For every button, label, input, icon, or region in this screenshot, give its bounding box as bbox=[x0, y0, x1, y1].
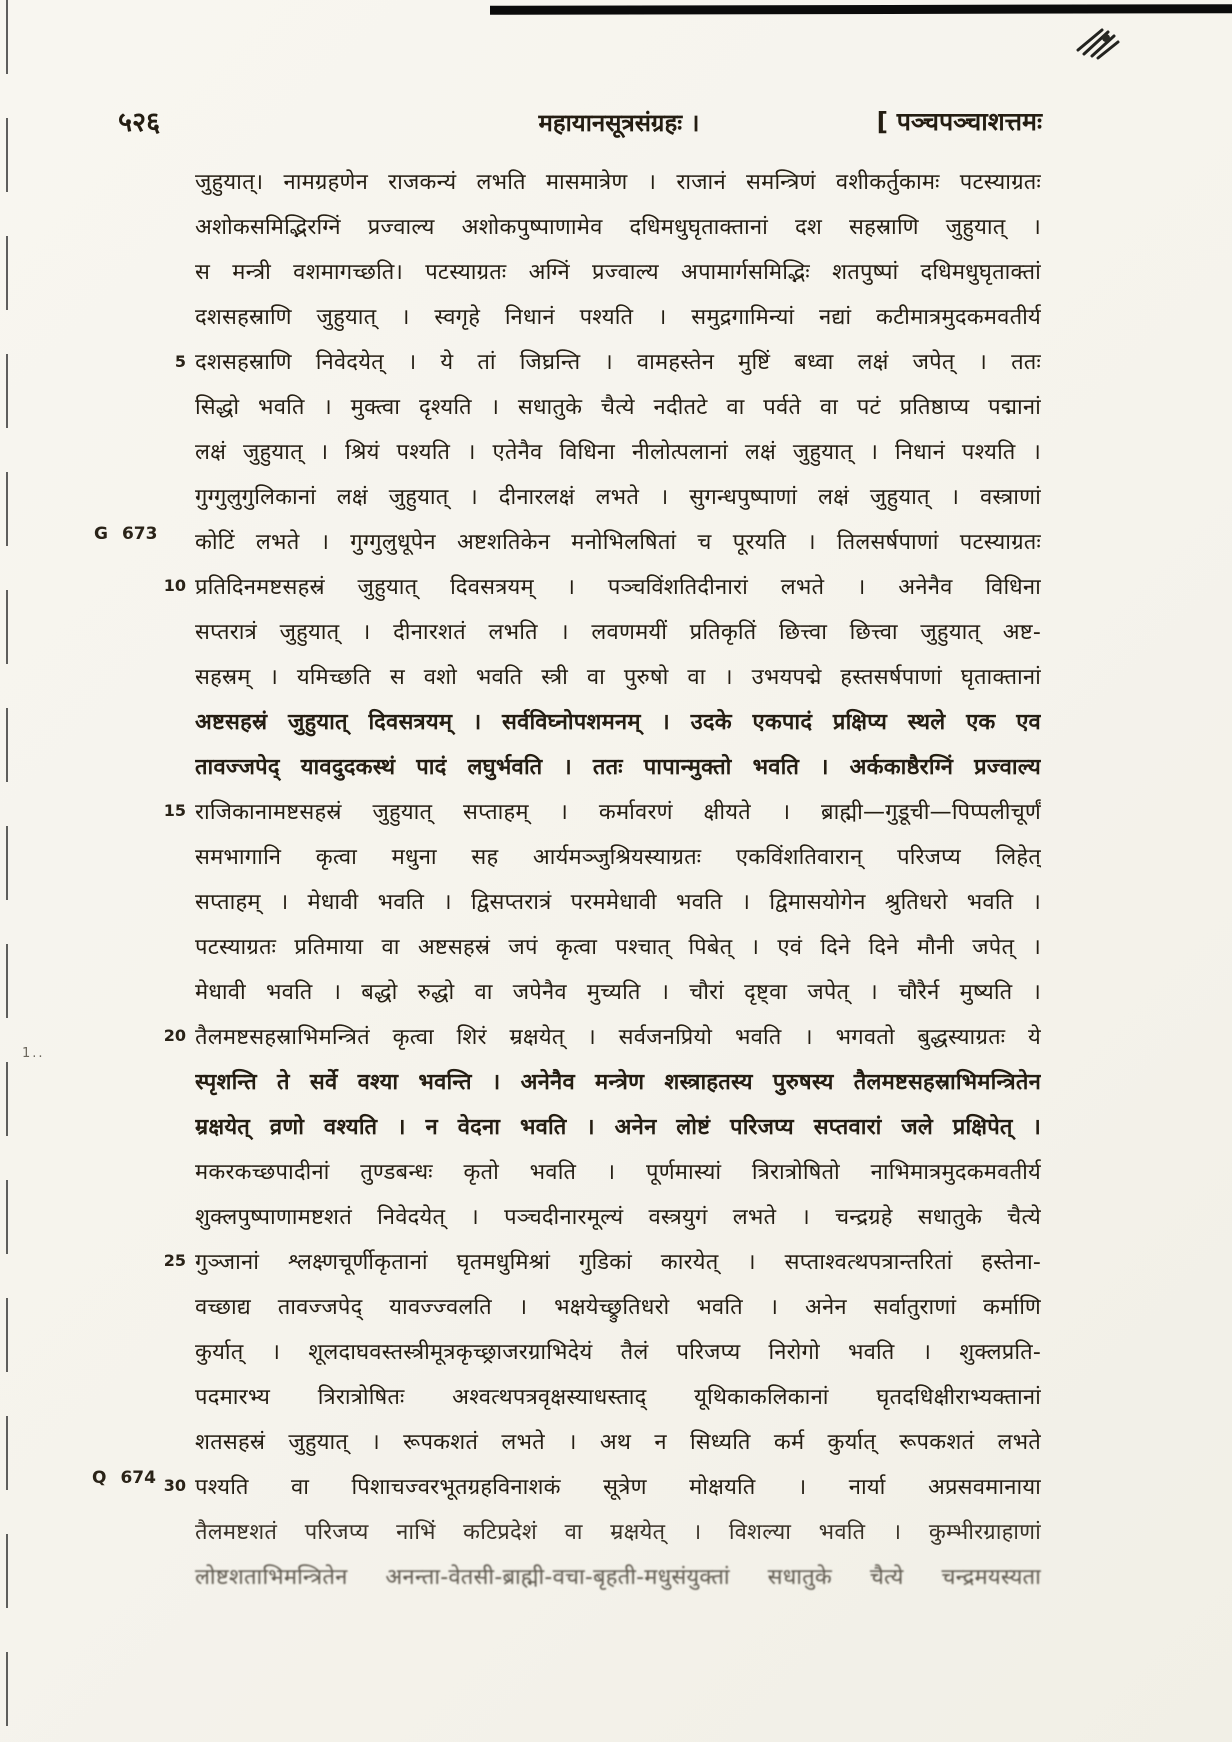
text-line: अष्टसहस्रं जुहुयात् दिवसत्रयम् । सर्वविघ्नोपशमनम् । उदके एकपादं प्रक्षिप्य स्थले एक एव bbox=[195, 710, 1041, 735]
text-line: पटस्याग्रतः प्रतिमाया वा अष्टसहस्रं जपं कृत्वा पश्चात् पिबेत् । एवं दिने दिने मौनी जपेत् । bbox=[195, 935, 1041, 960]
chapter-header: [ पञ्चपञ्चाशत्तमः bbox=[876, 107, 1042, 136]
text-line: शतसहस्रं जुहुयात् । रूपकशतं लभते । अथ न सिध्यति कर्म कुर्यात् रूपकशतं लभते bbox=[195, 1430, 1041, 1455]
text-line: शुक्लपुष्पाणामष्टशतं निवेदयेत् । पञ्चदीनारमूल्यं वस्त्रयुगं लभते । चन्द्रग्रहे सधातुके चैत्ये bbox=[195, 1205, 1041, 1230]
line-number-marker: 25 bbox=[163, 1251, 186, 1270]
text-line: लक्षं जुहुयात् । श्रियं पश्यति । एतेनैव विधिना नीलोत्पलानां लक्षं जुहुयात् । निधानं पश्यति । bbox=[195, 440, 1041, 465]
text-line: सहस्रम् । यमिच्छति स वशो भवति स्त्री वा पुरुषो वा । उभयपद्मे हस्तसर्षपाणां घृताक्तानां bbox=[195, 665, 1041, 690]
ink-smudge-icon bbox=[1068, 20, 1122, 64]
text-line: सिद्धो भवति । मुक्त्वा दृश्यति । सधातुके चैत्ये नदीतटे वा पर्वते वा पटं प्रतिष्ठाप्य पद्मानां bbox=[195, 395, 1041, 420]
text-line: प्रतिदिनमष्टसहस्रं जुहुयात् दिवसत्रयम् । पञ्चविंशतिदीनारां लभते । अनेनैव विधिना bbox=[195, 575, 1041, 600]
text-line: गुञ्जानां श्लक्ष्णचूर्णीकृतानां घृतमधुमिश्रां गुडिकां कारयेत् । सप्ताश्वत्थपत्रान्तरितां हस्तेना- bbox=[195, 1250, 1041, 1275]
page-number: ५२६ bbox=[118, 107, 161, 138]
top-rule bbox=[490, 4, 1232, 15]
scan-speck: 1.. bbox=[22, 1046, 45, 1061]
line-number-marker: 10 bbox=[163, 576, 186, 595]
text-line: दशसहस्राणि निवेदयेत् । ये तां जिघ्रन्ति । वामहस्तेन मुष्टिं बध्वा लक्षं जपेत् । ततः bbox=[195, 350, 1041, 375]
line-number-marker: 5 bbox=[174, 352, 186, 371]
line-number-marker: 20 bbox=[163, 1026, 186, 1045]
running-title: महायानसूत्रसंग्रहः । bbox=[538, 109, 700, 137]
text-line: कोटिं लभते । गुग्गुलुधूपेन अष्टशतिकेन मनोभिलषितां च पूरयति । तिलसर्षपाणां पटस्याग्रतः bbox=[195, 530, 1041, 555]
text-line: वच्छाद्य तावज्जपेद् यावज्ज्वलति । भक्षयेच्छ्रुतिधरो भवति । अनेन सर्वातुराणां कर्माणि bbox=[195, 1295, 1041, 1320]
text-line: म्रक्षयेत् व्रणो वश्यति । न वेदना भवति । अनेन लोष्टं परिजप्य सप्तवारां जले प्रक्षिपेत् । bbox=[195, 1115, 1041, 1140]
body-text-block bbox=[195, 160, 1041, 1600]
text-line: सप्तरात्रं जुहुयात् । दीनारशतं लभति । लवणमयीं प्रतिकृतिं छित्त्वा छित्त्वा जुहुयात् अष्ट- bbox=[195, 620, 1041, 645]
text-line: गुग्गुलुगुलिकानां लक्षं जुहुयात् । दीनारलक्षं लभते । सुगन्धपुष्पाणां लक्षं जुहुयात् । वस्त्राणां bbox=[195, 485, 1041, 510]
text-line: राजिकानामष्टसहस्रं जुहुयात् सप्ताहम् । कर्मावरणं क्षीयते । ब्राह्मी—गुडूची—पिप्पलीचूर्णं bbox=[195, 800, 1041, 825]
text-line: पश्यति वा पिशाचज्वरभूतग्रहविनाशकं सूत्रेण मोक्षयति । नार्या अप्रसवमानाया bbox=[195, 1475, 1041, 1500]
text-line: स मन्त्री वशमागच्छति। पटस्याग्रतः अग्निं प्रज्वाल्य अपामार्गसमिद्भिः शतपुष्पां दधिमधुघृताक्तां bbox=[195, 260, 1041, 285]
text-line: स्पृशन्ति ते सर्वे वश्या भवन्ति । अनेनैव मन्त्रेण शस्त्राहतस्य पुरुषस्य तैलमष्टसहस्राभिमन्त्रितेन bbox=[195, 1070, 1041, 1095]
folio-mark-number: 674 bbox=[120, 1468, 156, 1488]
text-line: जुहुयात्। नामग्रहणेन राजकन्यं लभति मासमात्रेण । राजानं समन्त्रिणं वशीकर्तुकामः पटस्याग्रतः bbox=[195, 170, 1041, 195]
text-line: समभागानि कृत्वा मधुना सह आर्यमञ्जुश्रियस्याग्रतः एकविंशतिवारान् परिजप्य लिहेत् bbox=[195, 845, 1041, 870]
folio-mark bbox=[92, 1468, 156, 1488]
left-edge-scan-line bbox=[6, 0, 8, 1742]
text-line: तैलमष्टसहस्राभिमन्त्रितं कृत्वा शिरं म्रक्षयेत् । सर्वजनप्रियो भवति । भगवतो बुद्धस्याग्रतः ये bbox=[195, 1025, 1041, 1050]
text-line: मकरकच्छपादीनां तुण्डबन्धः कृतो भवति । पूर्णमास्यां त्रिरात्रोषितो नाभिमात्रमुदकमवतीर्य bbox=[195, 1160, 1041, 1185]
folio-mark-letter: G bbox=[94, 524, 108, 544]
text-line: मेधावी भवति । बद्धो रुद्धो वा जपेनैव मुच्यति । चौरां दृष्ट्वा जपेत् । चौरैर्न मुष्यति । bbox=[195, 980, 1041, 1005]
text-line: तैलमष्टशतं परिजप्य नाभिं कटिप्रदेशं वा म्रक्षयेत् । विशल्या भवति । कुम्भीरग्राहाणां bbox=[195, 1520, 1041, 1545]
line-number-marker: 15 bbox=[163, 801, 186, 820]
text-line: पदमारभ्य त्रिरात्रोषितः अश्वत्थपत्रवृक्षस्याधस्ताद् यूथिकाकलिकानां घृतदधिक्षीराभ्यक्तानां bbox=[195, 1385, 1041, 1410]
folio-mark-letter: Q bbox=[92, 1468, 107, 1488]
folio-mark bbox=[94, 524, 157, 544]
line-number-marker: 30 bbox=[163, 1476, 186, 1495]
text-line: दशसहस्राणि जुहुयात् । स्वगृहे निधानं पश्यति । समुद्रगामिन्यां नद्यां कटीमात्रमुदकमवतीर्य bbox=[195, 305, 1041, 330]
text-line: कुर्यात् । शूलदाघवस्तस्त्रीमूत्रकृच्छ्राजरग्राभिदेयं तैलं परिजप्य निरोगो भवति । शुक्लप्रति- bbox=[195, 1340, 1041, 1365]
folio-mark-number: 673 bbox=[121, 524, 158, 544]
text-line: तावज्जपेद् यावदुदकस्थं पादं लघुर्भवति । ततः पापान्मुक्तो भवति । अर्ककाष्ठैरग्निं प्रज्वाल्य bbox=[195, 755, 1041, 780]
text-line: अशोकसमिद्भिरग्निं प्रज्वाल्य अशोकपुष्पाणामेव दधिमधुघृताक्तानां दश सहस्राणि जुहुयात् । bbox=[195, 215, 1041, 240]
text-line: लोष्टशताभिमन्त्रितेन अनन्ता-वेतसी-ब्राह्मी-वचा-बृहती-मधुसंयुक्तां सधातुके चैत्ये चन्द्रमयस्यता bbox=[195, 1565, 1041, 1590]
text-line: सप्ताहम् । मेधावी भवति । द्विसप्तरात्रं परममेधावी भवति । द्विमासयोगेन श्रुतिधरो भवति । bbox=[195, 890, 1041, 915]
